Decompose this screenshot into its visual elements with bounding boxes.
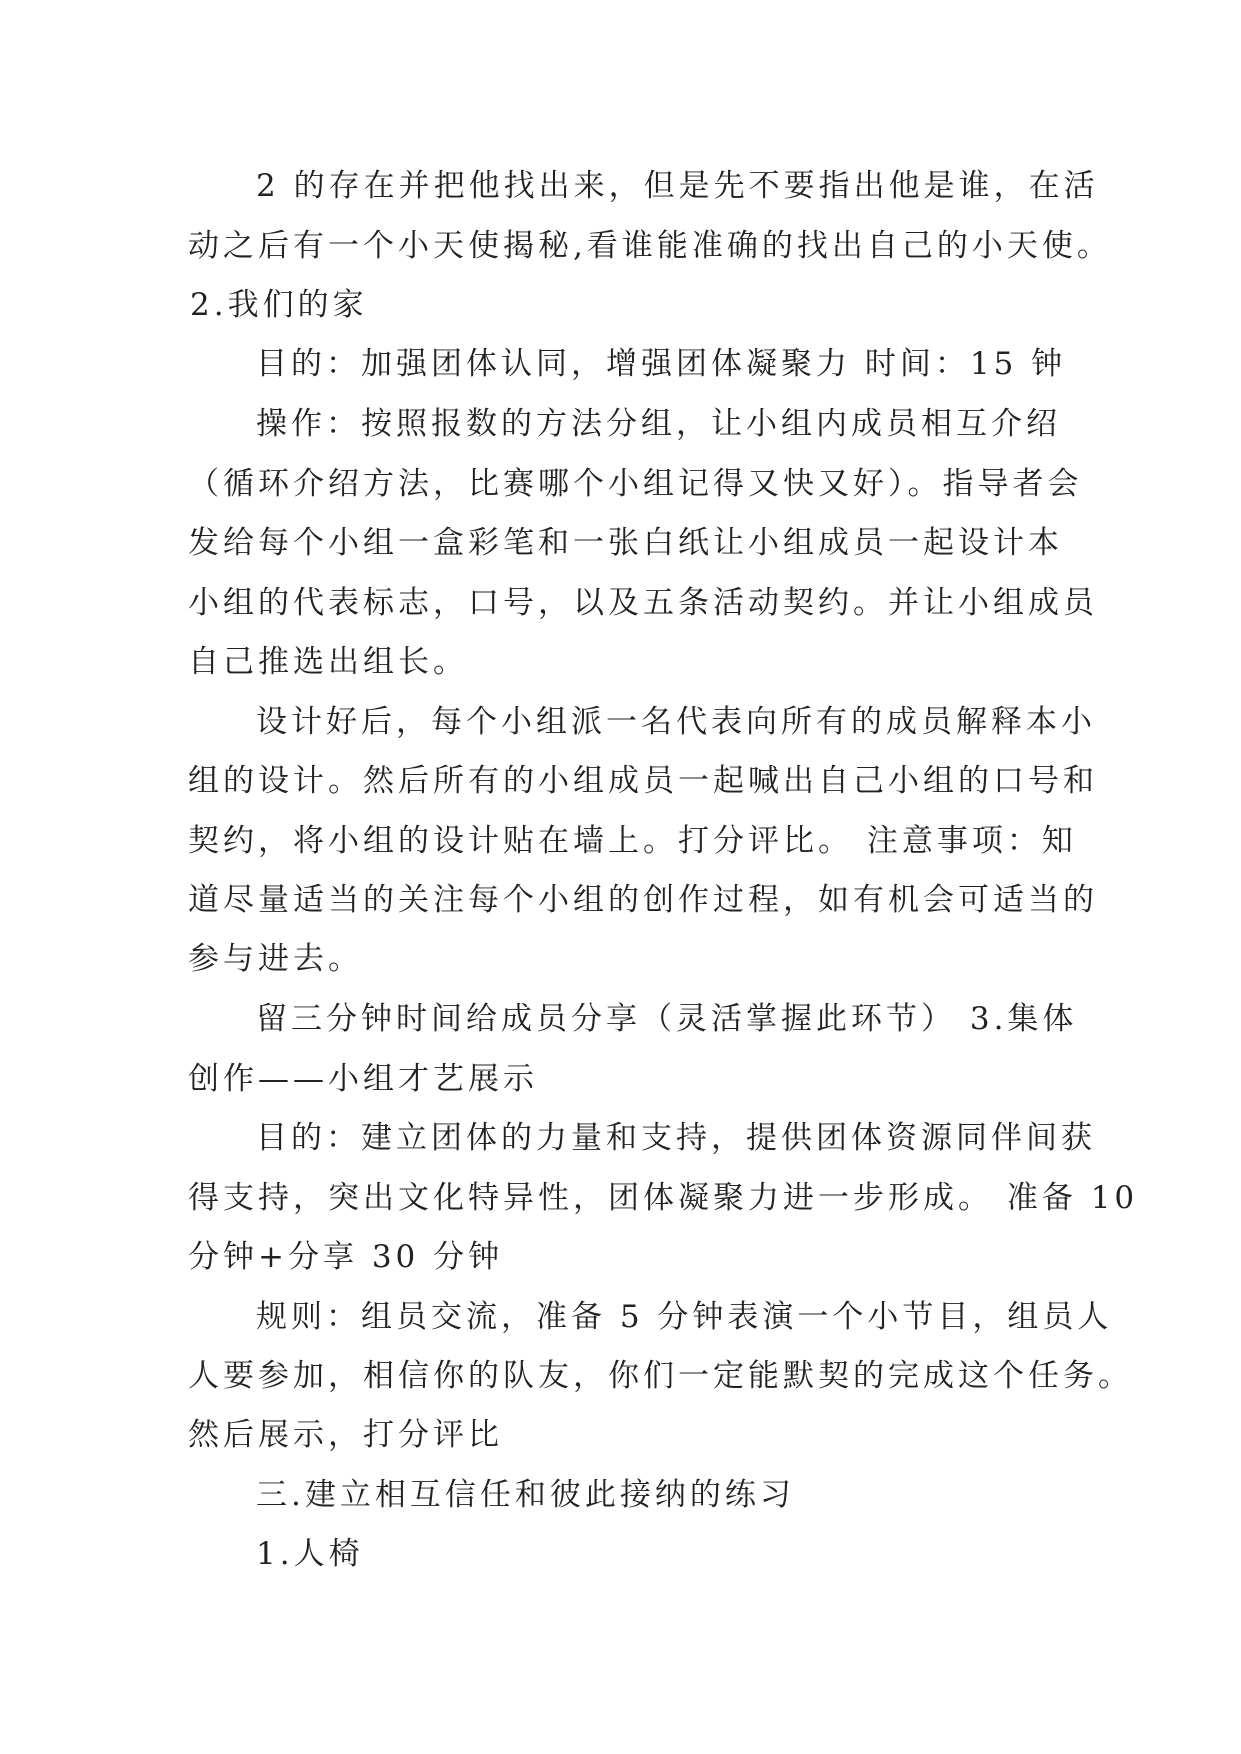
text-line: 契约，将小组的设计贴在墙上。打分评比。 注意事项：知	[188, 823, 1077, 859]
text-line: 留三分钟时间给成员分享（灵活掌握此环节） 3.集体	[256, 1001, 1078, 1037]
section-heading: 2.我们的家	[190, 287, 368, 323]
text-line: 道尽量适当的关注每个小组的创作过程，如有机会可适当的	[188, 882, 1098, 918]
text-line: 规则：组员交流，准备 5 分钟表演一个小节目，组员人	[256, 1299, 1113, 1335]
text-line: 分钟+分享 30 分钟	[188, 1239, 504, 1275]
section-heading: 三.建立相互信任和彼此接纳的练习	[256, 1477, 795, 1513]
text-line: 创作——小组才艺展示	[188, 1061, 538, 1097]
text-line: 小组的代表标志，口号，以及五条活动契约。并让小组成员	[188, 585, 1098, 621]
text-line: （循环介绍方法，比赛哪个小组记得又快又好）。指导者会	[188, 466, 1083, 502]
text-line: 设计好后，每个小组派一名代表向所有的成员解释本小	[256, 704, 1096, 740]
text-line: 发给每个小组一盒彩笔和一张白纸让小组成员一起设计本	[188, 525, 1063, 561]
text-line: 然后展示，打分评比	[188, 1417, 503, 1453]
text-line: 操作：按照报数的方法分组，让小组内成员相互介绍	[256, 406, 1061, 442]
text-line: 目的：加强团体认同，增强团体凝聚力 时间：15 钟	[256, 346, 1067, 382]
text-line: 目的：建立团体的力量和支持，提供团体资源同伴间获	[256, 1120, 1096, 1156]
text-line: 组的设计。然后所有的小组成员一起喊出自己小组的口号和	[188, 763, 1098, 799]
text-line: 人要参加，相信你的队友，你们一定能默契的完成这个任务。	[188, 1358, 1133, 1394]
text-line: 自己推选出组长。	[188, 644, 468, 680]
text-line: 参与进去。	[188, 941, 363, 977]
text-line: 动之后有一个小天使揭秘,看谁能准确的找出自己的小天使。	[188, 228, 1112, 264]
text-line: 得支持，突出文化特异性，团体凝聚力进一步形成。 准备 10	[188, 1180, 1139, 1216]
text-line: 2 的存在并把他找出来，但是先不要指出他是谁，在活	[256, 168, 1099, 204]
section-heading: 1.人椅	[256, 1536, 364, 1572]
